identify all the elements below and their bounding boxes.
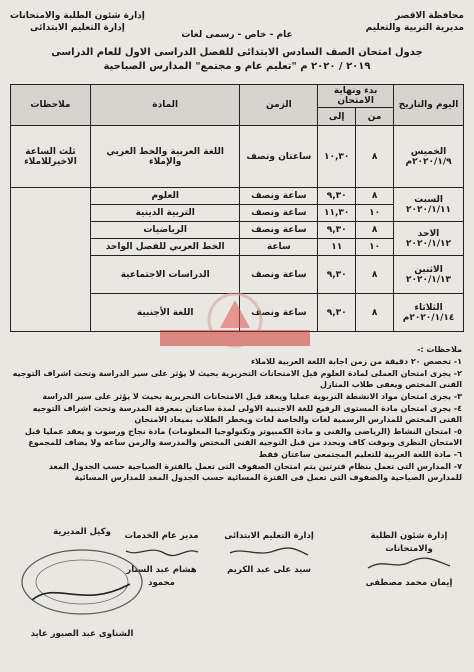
title-line-2: ٢٠١٩ / ٢٠٢٠ م "تعليم عام و مجتمع" المدارس الصباحية xyxy=(103,61,371,72)
notes-heading: ملاحظات :- xyxy=(417,345,462,354)
note-item-1: ١- تخصص ٢٠ دقيقة من زمن اجابة اللغة العربية للاملاء xyxy=(250,357,462,366)
note-item-2: ٢- يجرى امتحان العملى لمادة العلوم قبل الامتحانات التحريرية بحيث لا يؤثر على سير الدراسة وتحت اشراف التوجيه الفنى المختص ويعفى طلاب المنازل xyxy=(12,369,462,389)
to-cell: ١١,٣٠ xyxy=(318,205,356,222)
header-right xyxy=(366,10,464,34)
header-from: من xyxy=(356,108,394,126)
table-row xyxy=(11,188,464,205)
table-row xyxy=(11,126,464,188)
from-cell: ٨ xyxy=(356,222,394,239)
header-to: إلى xyxy=(318,108,356,126)
time-cell: ساعة ونصف xyxy=(240,188,318,205)
to-cell: ١٠,٣٠ xyxy=(318,126,356,188)
note-item-7: ٧- المدارس التى تعمل بنظام فترتين يتم امتحان الصفوف التى تعمل بالفترة الصباحية حسب الجدول المعد للمدارس الصباحية والصفوف التى تعمل فى الفترة المسائية حسب الجدول المعد للمدارس المسائية xyxy=(48,462,462,482)
to-cell: ١١ xyxy=(318,239,356,256)
note-item-5: ٥- امتحان النشاط (الرياضى والفنى و مادة الكمبيوتر وتكنولوجيا المعلومات) مادة نجاح ورسوب و يعقد عمليا قبل الامتحان النظرى وبوقت كاف ويحدد من قبل التوجيه الفنى المختص والمدرسة والزمن ساعه ولا يضاف للمجموع xyxy=(24,427,462,447)
subject-cell: اللغة العربية والخط العربي والإملاء xyxy=(90,126,240,188)
day-date-cell: الاحد ٢٠٢٠/١/١٢ xyxy=(394,222,464,256)
note-item-4: ٤- يجرى امتحان مادة المستوى الرفيع للغة الاجنبية الاولى لمدة ساعتان بمعرفة المدرسة وتحت اشراف التوجيه الفنى المختص للمدارس الرسمية لغات والخاصة لغات ويخطر الطلاب بميعاد الامتحان xyxy=(32,404,462,424)
note-cell-empty xyxy=(11,188,91,332)
header-day-date: اليوم والتاريخ xyxy=(394,85,464,126)
day-date-cell: الخميس ٢٠٢٠/١/٩م xyxy=(394,126,464,188)
header-subject: المادة xyxy=(90,85,240,126)
signature-block-2 xyxy=(214,530,324,577)
subject-cell: العلوم xyxy=(90,188,240,205)
exams-dept-label: إدارة شئون الطلبة والامتحانات xyxy=(10,11,145,21)
subject-cell: اللغة الأجنبية xyxy=(90,294,240,332)
time-cell: ساعة ونصف xyxy=(240,294,318,332)
subject-cell: الدراسات الاجتماعية xyxy=(90,256,240,294)
signature-title: إدارة شئون الطلبة والامتحانات xyxy=(370,531,448,554)
subject-cell: الرياضيات xyxy=(90,222,240,239)
from-cell: ١٠ xyxy=(356,239,394,256)
school-types: عام - خاص - رسمى لغات xyxy=(181,30,293,40)
primary-dept-label: إدارة التعليم الابتدائى xyxy=(30,23,125,33)
signature-title: وكيل المديرية xyxy=(53,527,111,537)
day-date-cell: الثلاثاء ٢٠٢٠/١/١٤م xyxy=(394,294,464,332)
subject-cell: الخط العربي للفصل الواحد xyxy=(90,239,240,256)
from-cell: ١٠ xyxy=(356,205,394,222)
signature-title: إدارة التعليم الابتدائى xyxy=(224,531,314,541)
to-cell: ٩,٣٠ xyxy=(318,188,356,205)
time-cell: ساعتان ونصف xyxy=(240,126,318,188)
to-cell: ٩,٣٠ xyxy=(318,294,356,332)
time-cell: ساعة ونصف xyxy=(240,205,318,222)
from-cell: ٨ xyxy=(356,256,394,294)
signature-name: سيد على عبد الكريم xyxy=(227,565,311,575)
title-line-1: جدول امتحان الصف السادس الابتدائى للفصل الدراسى الاول للعام الدراسى xyxy=(51,47,423,58)
note-cell: ثلث الساعة الاخيرللاملاء xyxy=(11,126,91,188)
note-item-3: ٣- يجرى امتحان مواد الانشطة التربوية عمليا ويعقد قبل الامتحانات التحريرية بحيث لا يؤثر على سير الدراسة xyxy=(42,392,462,401)
header-notes: ملاحظات xyxy=(11,85,91,126)
signature-name: هشام عبد الستار محمود xyxy=(126,565,197,588)
header-left xyxy=(10,10,145,34)
notes-section xyxy=(12,344,462,484)
time-cell: ساعة ونصف xyxy=(240,256,318,294)
header-time: الزمن xyxy=(240,85,318,126)
round-stamp-icon xyxy=(12,540,152,630)
to-cell: ٩,٣٠ xyxy=(318,256,356,294)
from-cell: ٨ xyxy=(356,126,394,188)
signature-name: إيمان محمد مصطفى xyxy=(365,578,453,588)
day-date-cell: السبت ٢٠٢٠/١/١١ xyxy=(394,188,464,222)
document-title xyxy=(40,46,434,74)
time-cell: ساعة ونصف xyxy=(240,222,318,239)
header-start-end: بدء ونهاية الامتحان xyxy=(318,85,394,108)
handwritten-signature-icon xyxy=(364,556,454,572)
official-stamp-area xyxy=(12,520,152,650)
time-cell: ساعة xyxy=(240,239,318,256)
day-date-cell: الاثنين ٢٠٢٠/١/١٣ xyxy=(394,256,464,294)
subject-cell: التربية الدينية xyxy=(90,205,240,222)
from-cell: ٨ xyxy=(356,294,394,332)
governorate-label: محافظة الاقصر xyxy=(395,11,464,21)
note-item-6: ٦- مادة اللغة العربية للتعليم المجتمعى ساعتان فقط xyxy=(258,450,462,459)
signature-name: الشناوى عبد الصبور عايد xyxy=(30,629,134,639)
handwritten-signature-icon xyxy=(224,543,314,559)
signature-title: مدير عام الخدمات xyxy=(124,531,199,541)
to-cell: ٩,٣٠ xyxy=(318,222,356,239)
directorate-label: مديرية التربية والتعليم xyxy=(365,23,464,33)
signature-block-1 xyxy=(354,530,464,590)
from-cell: ٨ xyxy=(356,188,394,205)
